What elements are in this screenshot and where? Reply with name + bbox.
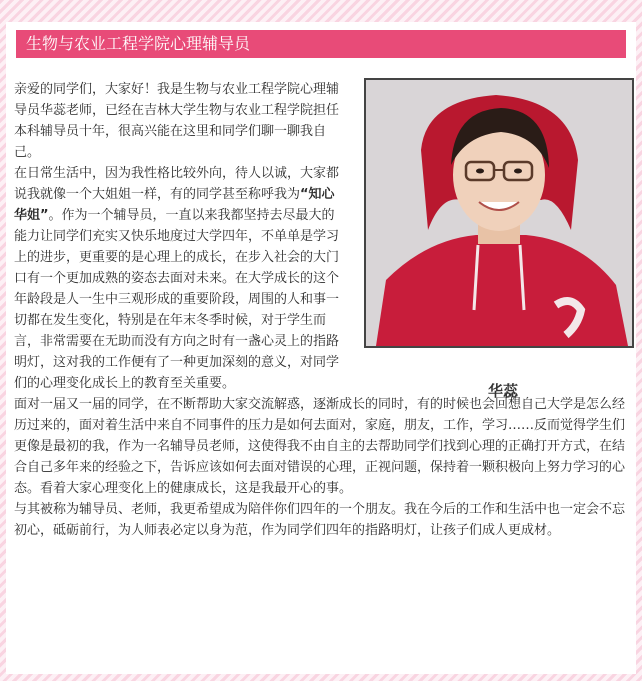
photo-caption: 华蕊 [487, 382, 518, 400]
photo-spacer [344, 79, 634, 377]
nickname-highlight: “知心华姐” [14, 187, 335, 223]
article-body [14, 79, 634, 541]
header-bar [16, 30, 626, 58]
paragraph-daily-life-rest: 。作为一个辅导员，一直以来我都坚持去尽最大的能力让同学们充实又快乐地度过大学四年，不单单是学习上的进步，更重要的是心理上的成长，在步入社会的大门口有一个更加成熟的姿态去面对未来。在大学成长的这个年龄段是人一生中三观形成的重要阶段，周围的人和事一切都在发生变化，特别是在年末冬季时候，对于学生而言，非常需要在无助而没有方向之时有一盏心灵上的指路明灯，这对我的工作便有了一种更加深刻的意义，对同学们的心理变化成长上的教育至关重要。 [14, 208, 340, 391]
paragraph-daily-life-start: 在日常生活中，因为我性格比较外向，待人以诚，大家都说我就像一个大姐姐一样，有的同学甚至称呼我为 [14, 166, 340, 202]
profile-card [6, 22, 636, 674]
paragraph-intro: 亲爱的同学们，大家好！我是生物与农业工程学院心理辅导员华蕊老师，已经在吉林大学生物与农业工程学院担任本科辅导员十年，很高兴能在这里和同学们聊一聊我自己。 [14, 82, 340, 160]
paragraph-closing: 与其被称为辅导员、老师，我更希望成为陪伴你们四年的一个朋友。我在今后的工作和生活中也一定会不忘初心，砥砺前行，为人师表必定以身为范，作为同学们四年的指路明灯，让孩子们成人更成材。 [14, 502, 626, 538]
paragraph-reflection: 面对一届又一届的同学，在不断帮助大家交流解惑，逐渐成长的同时，有的时候也会回想自己大学是怎么经历过来的，面对着生活中来自不同事件的压力是如何去面对，家庭，朋友，工作，学习……反而觉得学生们更像是最初的我，作为一名辅导员老师，这使得我不由自主的去帮助同学们找到心理的正确打开方式，在结合自己多年来的经验之下，告诉应该如何去面对错误的心理，正视问题，保持着一颗积极向上努力学习的心态。看着大家心理变化上的健康成长，这是我最开心的事。 [14, 397, 626, 496]
page-title: 生物与农业工程学院心理辅导员 [26, 34, 251, 53]
